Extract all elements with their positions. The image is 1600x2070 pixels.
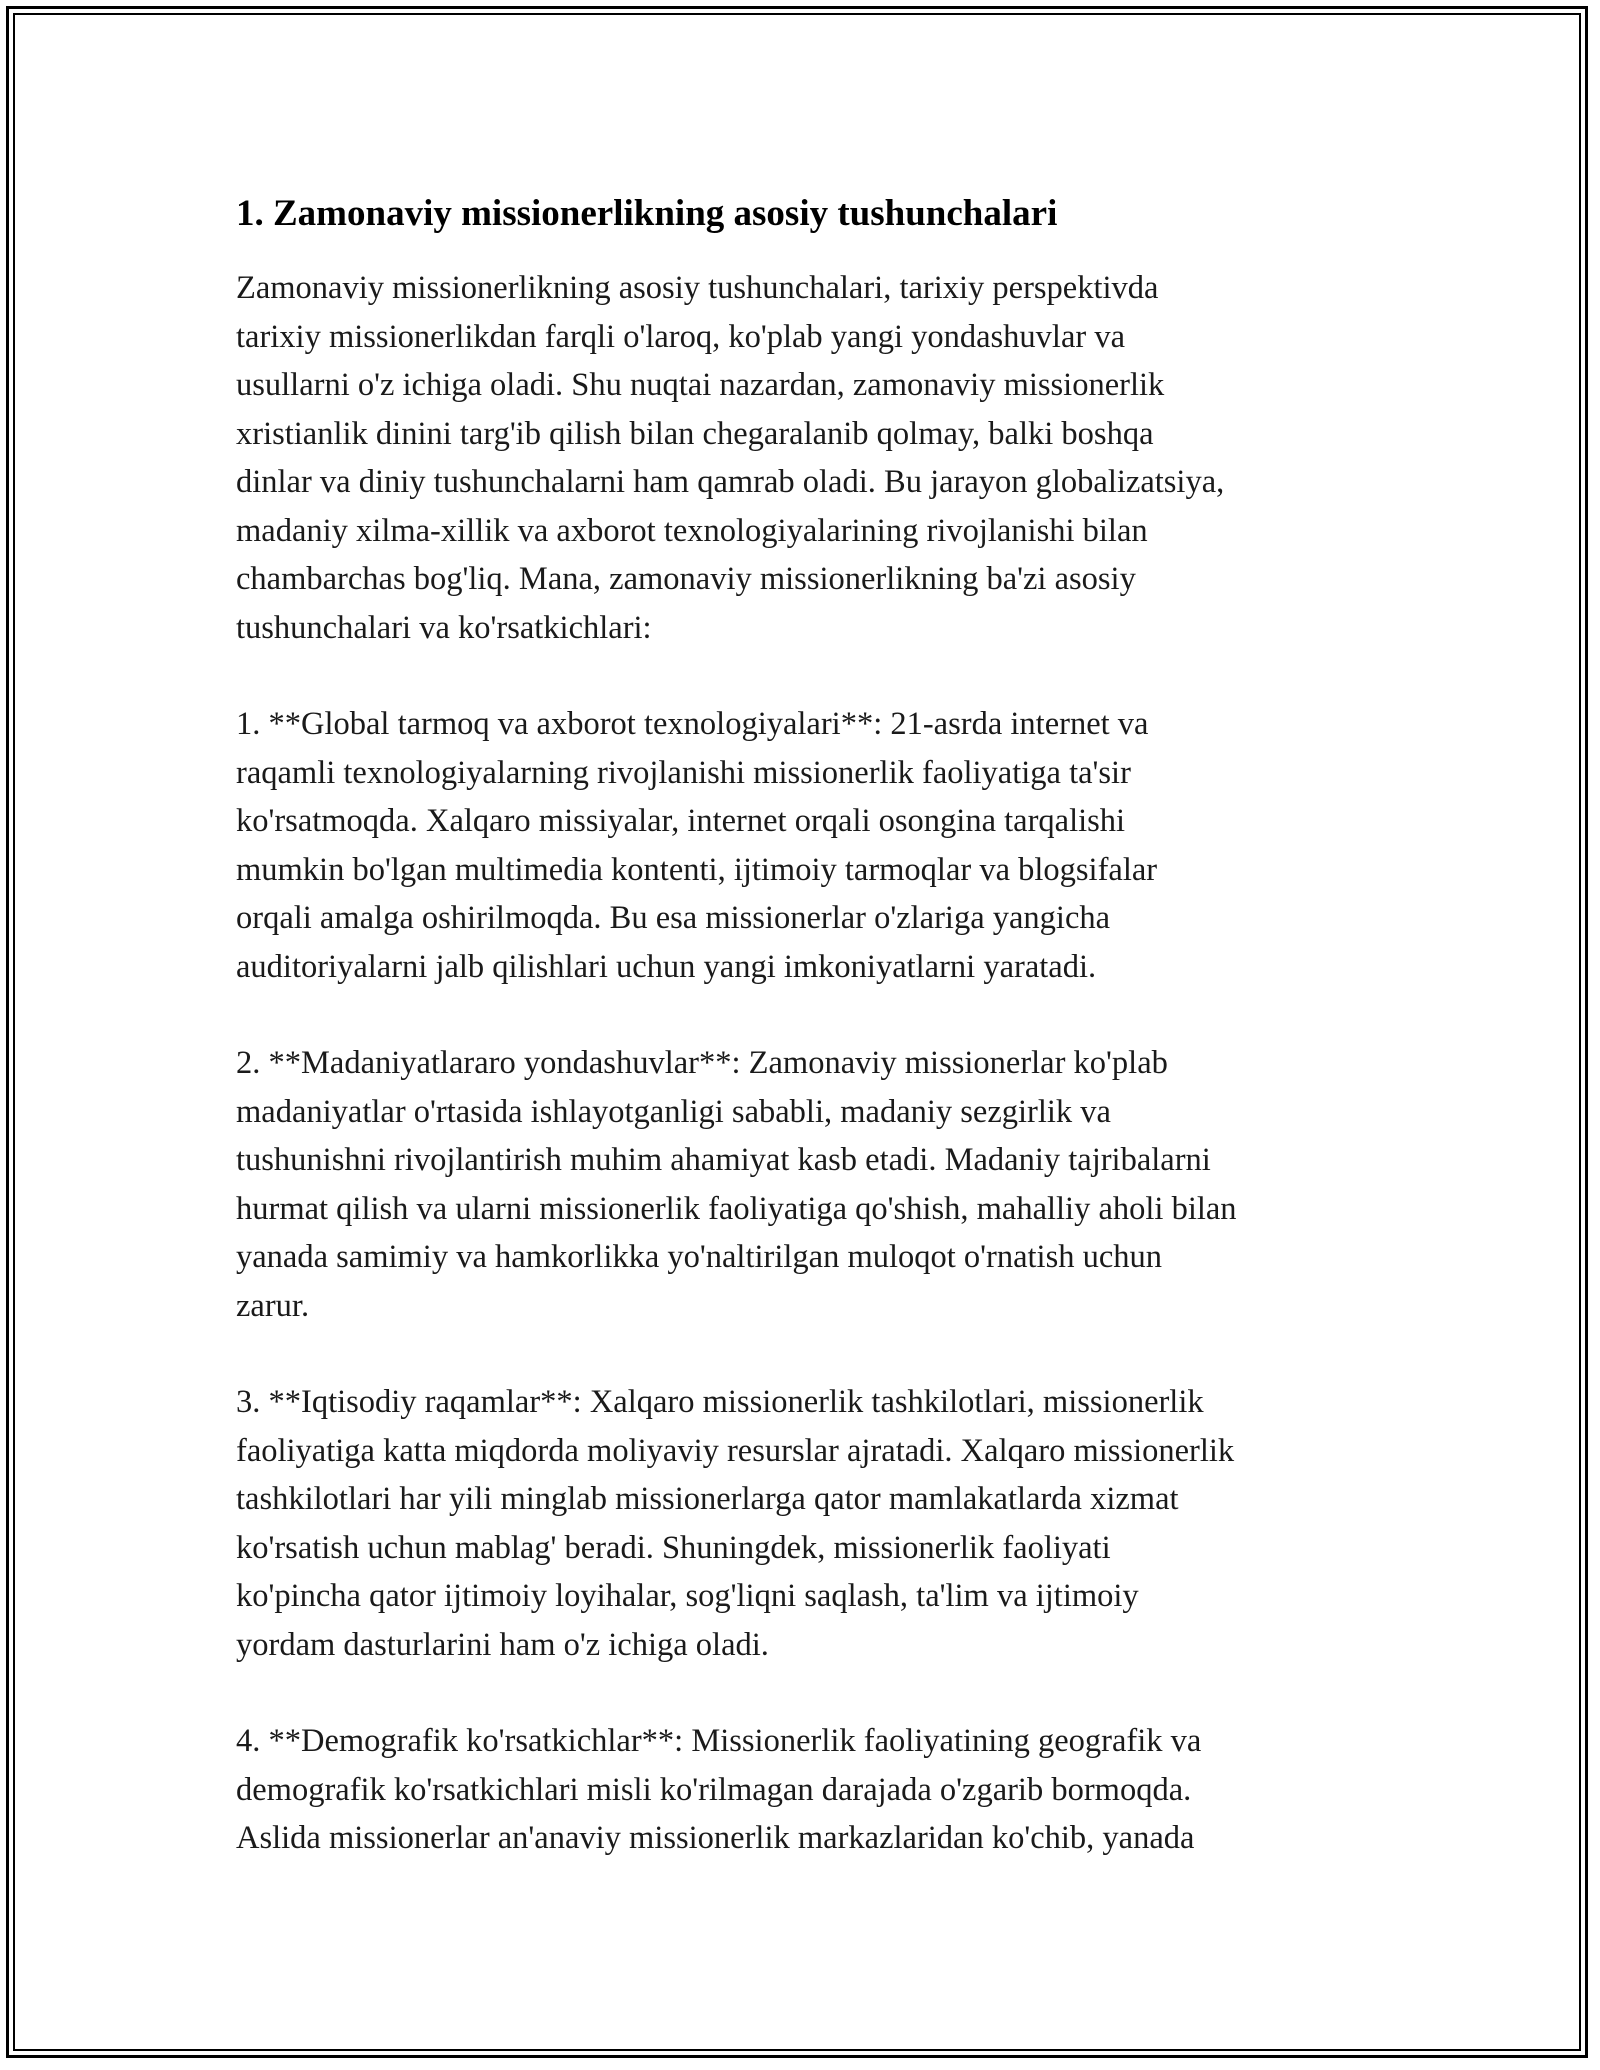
text-line: 2. **Madaniyatlararo yondashuvlar**: Zamonaviy missionerlar ko'plab xyxy=(236,1045,1168,1081)
text-line: Aslida missionerlar an'anaviy missionerlik markazlaridan ko'chib, yanada xyxy=(236,1820,1195,1856)
text-line: orqali amalga oshirilmoqda. Bu esa missionerlar o'zlariga yangicha xyxy=(236,900,1111,936)
list-item-1-paragraph xyxy=(236,700,1386,991)
text-line: tushunishni rivojlantirish muhim ahamiyat kasb etadi. Madaniy tajribalarni xyxy=(236,1142,1211,1178)
text-line: tashkilotlari har yili minglab missionerlarga qator mamlakatlarda xizmat xyxy=(236,1481,1179,1517)
text-line: ko'rsatish uchun mablag' beradi. Shuningdek, missionerlik faoliyati xyxy=(236,1529,1111,1566)
list-item-3-paragraph xyxy=(236,1378,1386,1669)
section-heading: 1. Zamonaviy missionerlikning asosiy tushunchalari xyxy=(236,193,1058,234)
text-line: chambarchas bog'liq. Mana, zamonaviy missionerlikning ba'zi asosiy xyxy=(236,561,1136,597)
text-line: zarur. xyxy=(236,1287,310,1324)
text-line: ko'pincha qator ijtimoiy loyihalar, sog'liqni saqlash, ta'lim va ijtimoiy xyxy=(236,1578,1139,1614)
text-line: hurmat qilish va ularni missionerlik faoliyatiga qo'shish, mahalliy aholi bilan xyxy=(236,1190,1237,1227)
list-item-4-paragraph xyxy=(236,1717,1386,1863)
text-line: yordam dasturlarini ham o'z ichiga oladi. xyxy=(236,1626,769,1663)
text-line: 1. **Global tarmoq va axborot texnologiyalari**: 21-asrda internet va xyxy=(236,706,1149,742)
text-line: xristianlik dinini targ'ib qilish bilan chegaralanib qolmay, balki boshqa xyxy=(236,415,1154,452)
text-line: 3. **Iqtisodiy raqamlar**: Xalqaro missionerlik tashkilotlari, missionerlik xyxy=(236,1384,1204,1420)
text-line: raqamli texnologiyalarning rivojlanishi missionerlik faoliyatiga ta'sir xyxy=(236,754,1131,791)
text-line: Zamonaviy missionerlikning asosiy tushunchalari, tarixiy perspektivda xyxy=(236,270,1159,306)
text-line: tarixiy missionerlikdan farqli o'laroq, ko'plab yangi yondashuvlar va xyxy=(236,318,1126,355)
text-line: usullarni o'z ichiga oladi. Shu nuqtai nazardan, zamonaviy missionerlik xyxy=(236,367,1165,403)
text-line: mumkin bo'lgan multimedia kontenti, ijtimoiy tarmoqlar va blogsifalar xyxy=(236,851,1158,888)
text-line: tushunchalari va ko'rsatkichlari: xyxy=(236,609,652,646)
text-line: madaniy xilma-xillik va axborot texnologiyalarining rivojlanishi bilan xyxy=(236,512,1148,549)
text-line: ko'rsatmoqda. Xalqaro missiyalar, internet orqali osongina tarqalishi xyxy=(236,803,1126,839)
intro-paragraph xyxy=(236,264,1386,652)
text-line: demografik ko'rsatkichlari misli ko'rilmagan darajada o'zgarib bormoqda. xyxy=(236,1771,1192,1808)
text-line: dinlar va diniy tushunchalarni ham qamrab oladi. Bu jarayon globalizatsiya, xyxy=(236,464,1225,500)
text-line: auditoriyalarni jalb qilishlari uchun yangi imkoniyatlarni yaratadi. xyxy=(236,948,1097,985)
document-body xyxy=(236,186,1386,1911)
list-item-2-paragraph xyxy=(236,1039,1386,1330)
text-line: madaniyatlar o'rtasida ishlayotganligi sababli, madaniy sezgirlik va xyxy=(236,1093,1111,1130)
text-line: faoliyatiga katta miqdorda moliyaviy resurslar ajratadi. Xalqaro missionerlik xyxy=(236,1432,1235,1469)
text-line: 4. **Demografik ko'rsatkichlar**: Missionerlik faoliyatining geografik va xyxy=(236,1723,1202,1759)
text-line: yanada samimiy va hamkorlikka yo'naltirilgan muloqot o'rnatish uchun xyxy=(236,1239,1163,1275)
